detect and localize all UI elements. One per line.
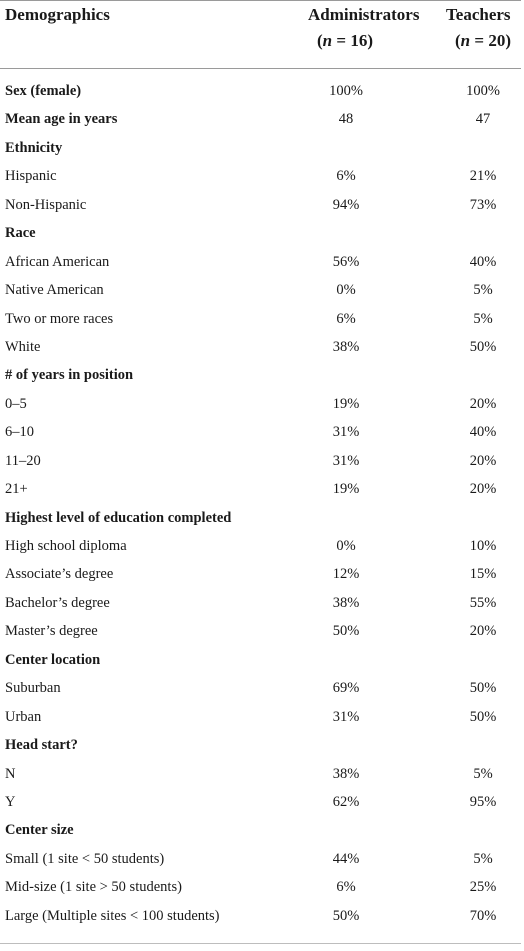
teachers-value: 20%	[469, 623, 497, 640]
teachers-value: 40%	[469, 424, 497, 441]
row-label: 21+	[5, 481, 28, 498]
row-label: # of years in position	[5, 367, 134, 384]
table-row	[0, 903, 521, 931]
row-label: Mid-size (1 site > 50 students)	[5, 879, 182, 896]
administrators-value: 69%	[332, 680, 360, 697]
table-row	[0, 761, 521, 789]
administrators-value: 38%	[332, 594, 360, 611]
table-row	[0, 476, 521, 504]
administrators-value: 6%	[336, 168, 356, 185]
table-row	[0, 106, 521, 134]
header-teachers-n: (n = 20)	[455, 31, 511, 50]
administrators-value: 38%	[332, 338, 360, 355]
header-teachers: Teachers	[446, 5, 511, 24]
table-row	[0, 704, 521, 732]
administrators-value: 6%	[336, 879, 356, 896]
table-row	[0, 675, 521, 703]
section-header-row	[0, 647, 521, 675]
row-label: African American	[5, 253, 110, 270]
table-row	[0, 618, 521, 646]
administrators-value: 31%	[332, 424, 360, 441]
administrators-value: 50%	[332, 623, 360, 640]
table-row	[0, 789, 521, 817]
administrators-value: 56%	[332, 253, 360, 270]
table-row	[0, 533, 521, 561]
row-label: Highest level of education completed	[5, 509, 232, 526]
teachers-value: 55%	[469, 594, 497, 611]
row-label: Non-Hispanic	[5, 196, 87, 213]
administrators-value: 6%	[336, 310, 356, 327]
section-header-row	[0, 362, 521, 390]
row-label: Urban	[5, 708, 42, 725]
row-label: Y	[5, 793, 16, 810]
administrators-value: 0%	[336, 282, 356, 299]
administrators-value: 12%	[332, 566, 360, 583]
table-row	[0, 561, 521, 589]
section-header-row	[0, 817, 521, 845]
table-row	[0, 163, 521, 191]
teachers-value: 21%	[469, 168, 497, 185]
administrators-value: 48	[338, 111, 354, 128]
teachers-value: 15%	[469, 566, 497, 583]
teachers-value: 20%	[469, 395, 497, 412]
row-label: 6–10	[5, 424, 34, 441]
row-label: Small (1 site < 50 students)	[5, 850, 165, 867]
teachers-value: 5%	[473, 765, 493, 782]
administrators-value: 94%	[332, 196, 360, 213]
teachers-value: 50%	[469, 708, 497, 725]
section-header-row	[0, 135, 521, 163]
administrators-value: 44%	[332, 850, 360, 867]
row-label: High school diploma	[5, 538, 127, 554]
table-row	[0, 277, 521, 305]
teachers-value: 73%	[469, 196, 497, 213]
header-demographics: Demographics	[5, 5, 110, 24]
teachers-value: 50%	[469, 680, 497, 697]
teachers-value: 10%	[469, 538, 497, 554]
section-header-row	[0, 732, 521, 760]
row-label: Center location	[5, 651, 101, 668]
administrators-value: 19%	[332, 395, 360, 412]
teachers-value: 5%	[473, 850, 493, 867]
teachers-value: 100%	[466, 83, 500, 99]
row-label: Head start?	[5, 737, 78, 754]
header-rule	[0, 68, 521, 69]
teachers-value: 95%	[469, 793, 497, 810]
table-row	[0, 334, 521, 362]
teachers-value: 5%	[473, 310, 493, 327]
row-label: Native American	[5, 282, 104, 299]
row-label: Suburban	[5, 680, 61, 697]
table-row	[0, 874, 521, 902]
row-label: N	[5, 765, 16, 782]
administrators-value: 0%	[336, 538, 356, 554]
row-label: Ethnicity	[5, 139, 63, 156]
teachers-value: 20%	[469, 481, 497, 498]
table-header	[0, 0, 521, 68]
teachers-value: 25%	[469, 879, 497, 896]
table-row	[0, 391, 521, 419]
administrators-value: 31%	[332, 452, 360, 469]
table-row	[0, 78, 521, 106]
administrators-value: 19%	[332, 481, 360, 498]
row-label: 11–20	[5, 452, 41, 469]
row-label: Associate’s degree	[5, 566, 114, 583]
header-administrators-n: (n = 16)	[317, 31, 373, 50]
teachers-value: 50%	[469, 338, 497, 355]
table-body	[0, 78, 521, 931]
administrators-value: 62%	[332, 793, 360, 810]
row-label: Race	[5, 225, 36, 242]
teachers-value: 5%	[473, 282, 493, 299]
table-row	[0, 448, 521, 476]
row-label: White	[5, 338, 41, 355]
table-row	[0, 249, 521, 277]
row-label: Bachelor’s degree	[5, 594, 110, 611]
teachers-value: 20%	[469, 452, 497, 469]
administrators-value: 31%	[332, 708, 360, 725]
bottom-rule	[0, 943, 521, 944]
table-row	[0, 590, 521, 618]
administrators-value: 38%	[332, 765, 360, 782]
row-label: Master’s degree	[5, 623, 98, 640]
row-label: Sex (female)	[5, 83, 82, 99]
table-row	[0, 192, 521, 220]
teachers-value: 70%	[469, 907, 497, 924]
teachers-value: 47	[475, 111, 491, 128]
row-label: Two or more races	[5, 310, 114, 327]
administrators-value: 50%	[332, 907, 360, 924]
table-row	[0, 419, 521, 447]
row-label: Center size	[5, 822, 74, 839]
table-row	[0, 306, 521, 334]
row-label: Hispanic	[5, 168, 57, 185]
table-row	[0, 846, 521, 874]
row-label: Mean age in years	[5, 111, 118, 128]
row-label: Large (Multiple sites < 100 students)	[5, 907, 220, 924]
section-header-row	[0, 505, 521, 533]
header-administrators: Administrators	[308, 5, 420, 24]
teachers-value: 40%	[469, 253, 497, 270]
administrators-value: 100%	[329, 83, 363, 99]
row-label: 0–5	[5, 395, 27, 412]
section-header-row	[0, 220, 521, 248]
